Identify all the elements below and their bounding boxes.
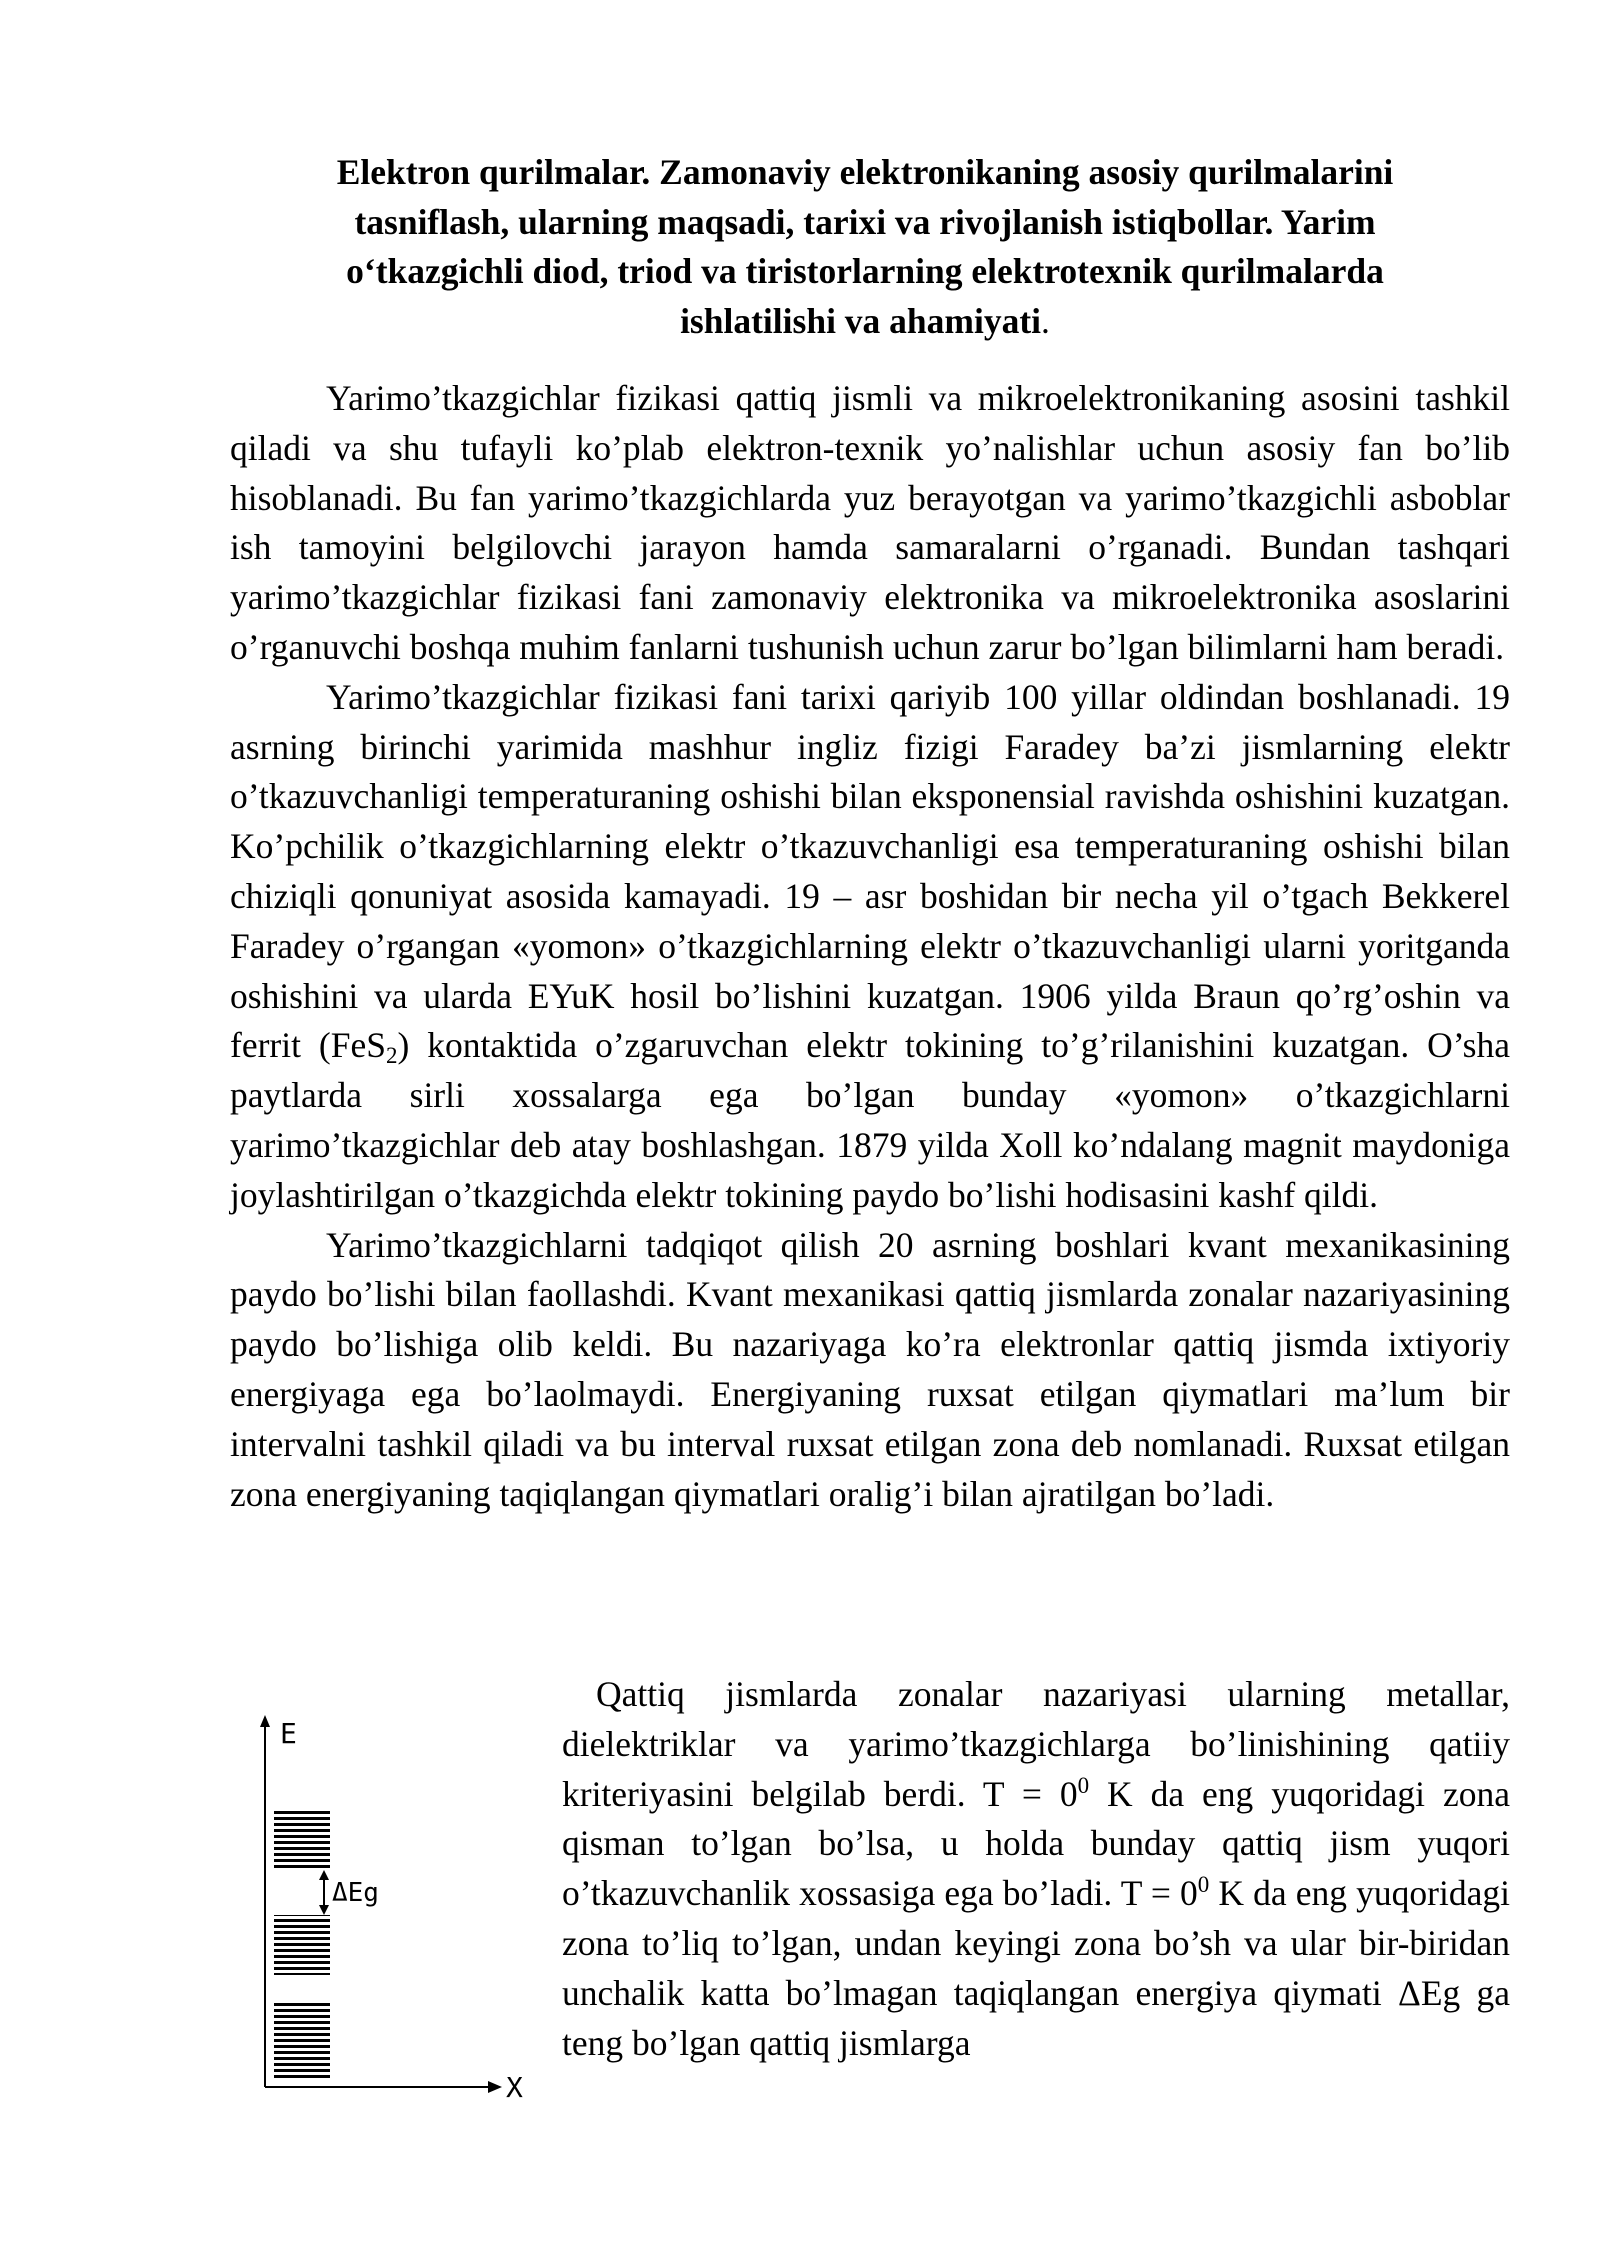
title-line-4: ishlatilishi va ahamiyati	[680, 300, 1042, 341]
paragraph-2-part-b: ) kontaktida o’zgaruvchan elektr tokining to’g’rilanishini kuzatgan. O’sha paytlarda sirli xossalarga ega bo’lgan bunday «yomon» o’tkazgichlarni yarimo’tkazgichlar deb atay boshlashgan. 1879 yilda Xoll ko’ndalang magnit maydoniga joylashtirilgan o’tkazgichda elektr tokining paydo bo’lishi hodisasini kashf qildi.	[230, 1025, 1510, 1215]
body-text	[230, 374, 1510, 1519]
subscript-2: 2	[385, 1043, 398, 1069]
y-axis-arrow-icon	[260, 1715, 270, 1727]
superscript-degree-2: 0	[1197, 1872, 1210, 1898]
title-line-2: tasniflash, ularning maqsadi, tarixi va rivojlanish istiqbollar. Yarim	[354, 201, 1376, 242]
paragraph-4	[562, 1670, 1510, 2068]
paragraph-3: Yarimo’tkazgichlarni tadqiqot qilish 20 asrning boshlari kvant mexanikasining paydo bo’lishi bilan faollashdi. Kvant mexanikasi qattiq jismlarda zonalar nazariyasining paydo bo’lishiga olib keldi. Bu nazariyaga ko’ra elektronlar qattiq jismda ixtiyoriy energiyaga ega bo’laolmaydi. Energiyaning ruxsat etilgan qiymatlari ma’lum bir intervalni tashkil qiladi va bu interval ruxsat etilgan zona deb nomlanadi. Ruxsat etilgan zona energiyaning taqiqlangan qiymatlari oralig’i bilan ajratilgan bo’ladi.	[230, 1224, 1510, 1514]
x-axis-label: X	[506, 2071, 523, 2104]
band-gap-arrow-down-icon	[319, 1905, 329, 1915]
title-line-3: o‘tkazgichli diod, triod va tiristorlarning elektrotexnik qurilmalarda	[346, 251, 1384, 291]
x-axis-arrow-icon	[488, 2081, 502, 2093]
lower-band	[274, 2000, 330, 2078]
title-line-1: Elektron qurilmalar. Zamonaviy elektronikaning asosiy qurilmalarini	[336, 152, 1394, 192]
paragraph-2	[230, 673, 1510, 1221]
energy-band-diagram	[240, 1715, 540, 2125]
band-gap-label: ΔEg	[332, 1878, 379, 1908]
paragraph-1: Yarimo’tkazgichlar fizikasi qattiq jismli va mikroelektronikaning asosini tashkil qiladi va shu tufayli ko’plab elektron-texnik yo’nalishlar uchun asosiy fan bo’lib hisoblanadi. Bu fan yarimo’tkazgichlarda yuz berayotgan va yarimo’tkazgichli asboblar ish tamoyini belgilovchi jarayon hamda samaralarni o’rganadi. Bundan tashqari yarimo’tkazgichlar fizikasi fani zamonaviy elektronika va mikroelektronika asoslarini o’rganuvchi boshqa muhim fanlarni tushunish uchun zarur bo’lgan bilimlarni ham beradi.	[230, 378, 1510, 667]
paragraph-4-part-b: K da eng yuqoridagi zona qisman to’lgan bo’lsa, u holda bunday qattiq jism yuqori o’tkazuvchanlik xossasiga ega bo’ladi. T = 0	[562, 1773, 1510, 1914]
conduction-band	[274, 1810, 330, 1868]
valence-band	[274, 1915, 330, 1975]
paragraph-2-part-a: Yarimo’tkazgichlar fizikasi fani tarixi qariyib 100 yillar oldindan boshlanadi. 19 asrning birinchi yarimida mashhur ingliz fizigi Faradey ba’zi jismlarning elektr o’tkazuvchanligi temperaturaning oshishi bilan eksponensial ravishda oshishini kuzatgan. Ko’pchilik o’tkazgichlarning elektr o’tkazuvchanligi esa temperaturaning oshishi bilan chiziqli qonuniyat asosida kamayadi. 19 – asr boshidan bir necha yil o’tgach Bekkerel Faradey o’rgangan «yomon» o’tkazgichlarning elektr o’tkazuvchanligi ularni yoritganda oshishini va ularda EYuK hosil bo’lishini kuzatgan. 1906 yilda Braun qo’rg’oshin va ferrit (FeS	[230, 676, 1510, 1066]
band-gap-arrow-up-icon	[319, 1870, 329, 1880]
paragraph-4-part-c: K da eng yuqoridagi zona to’liq to’lgan, undan keyingi zona bo’sh va ular bir-biridan unchalik katta bo’lmagan taqiqlangan energiya qiymati ΔEg ga teng bo’lgan qattiq jismlarga	[562, 1873, 1510, 2063]
y-axis-label: E	[280, 1717, 297, 1750]
paragraph-4-part-a: Qattiq jismlarda zonalar nazariyasi ularning metallar, dielektriklar va yarimo’tkazgichlarga bo’linishining qatiiy kriteriyasini belgilab berdi. T = 0	[562, 1674, 1510, 1814]
title-end-punct: .	[1041, 300, 1050, 341]
document-title	[230, 148, 1500, 346]
superscript-degree-1: 0	[1077, 1772, 1090, 1798]
